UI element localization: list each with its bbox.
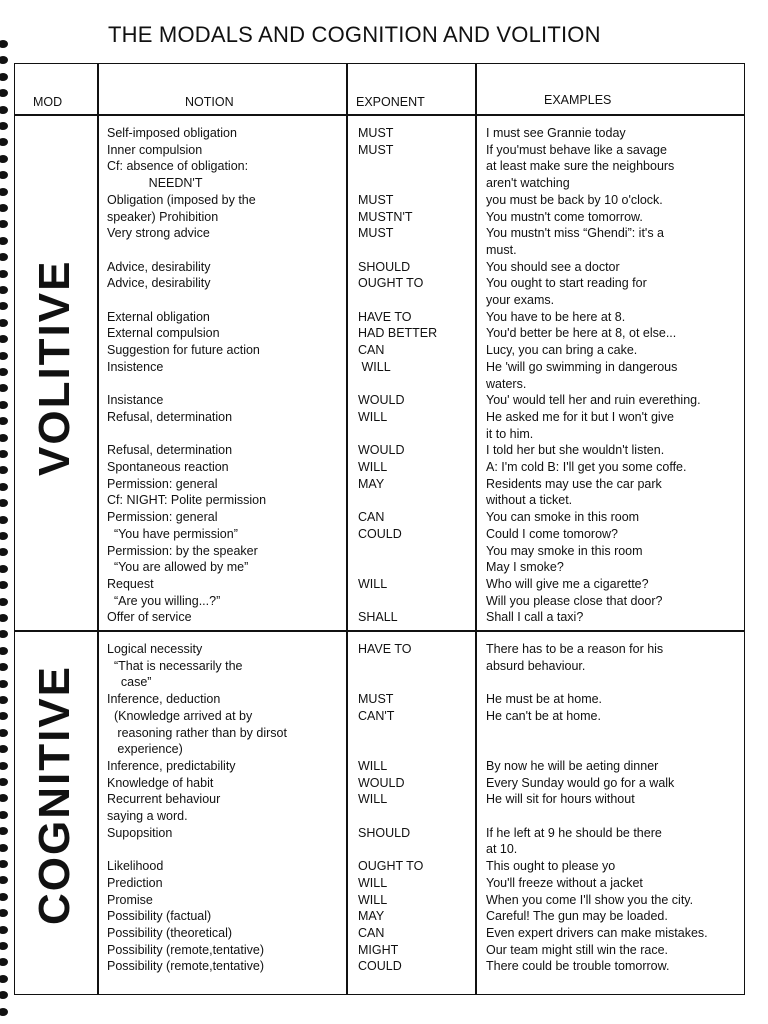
binding-coil [0,1008,8,1016]
binding-coil [0,138,8,146]
binding-coil [0,565,8,573]
binding-coil [0,647,8,655]
header-divider [14,114,745,116]
notion-cell: Possibility (theoretical) [107,925,233,940]
exponent-cell: MUSTN'T [358,209,413,224]
exponent-cell: SHOULD [358,825,411,840]
example-cell: your exams. [486,293,555,307]
notion-cell: Supopsition [107,825,173,840]
notion-cell: Promise [107,892,153,907]
exponent-cell: WILL [358,875,388,890]
header-exponent: EXPONENT [356,95,425,109]
binding-coil [0,926,8,934]
exponent-cell: WILL [358,359,391,374]
example-cell: Shall I call a taxi? [486,610,584,625]
example-cell: Who will give me a cigarette? [486,576,649,591]
section-divider [14,630,745,632]
binding-coil [0,335,8,343]
binding-coil [0,450,8,458]
binding-coil [0,991,8,999]
notion-cell: Refusal, determination [107,443,233,458]
column-divider [346,63,348,995]
binding-coil [0,401,8,409]
notion-cell: saying a word. [107,809,188,823]
exponent-cell: WILL [358,792,388,807]
binding-coil [0,171,8,179]
binding-coil [0,712,8,720]
binding-coil [0,270,8,278]
binding-coil [0,384,8,392]
exponent-cell: WOULD [358,443,405,458]
binding-coil [0,811,8,819]
binding-coil [0,598,8,606]
binding-coil [0,516,8,524]
example-cell: This ought to please yo [486,859,616,874]
example-cell: Residents may use the car park [486,476,662,491]
binding-coil [0,581,8,589]
notion-cell: Likelihood [107,859,164,874]
binding-coil [0,630,8,638]
binding-coil [0,794,8,802]
binding-coil [0,680,8,688]
notion-cell: Cf: absence of obligation: [107,159,249,174]
notion-cell: External compulsion [107,326,220,341]
column-divider [475,63,477,995]
example-cell: You' would tell her and ruin everething. [486,393,701,408]
notion-cell: Insistence [107,359,164,374]
example-cell: You mustn't come tomorrow. [486,209,643,224]
notion-cell: Request [107,576,154,591]
binding-coil [0,844,8,852]
notion-cell: experience) [107,742,183,757]
binding-coil [0,237,8,245]
example-cell: without a ticket. [486,493,573,508]
exponent-cell: HAD BETTER [358,326,438,341]
binding-coil [0,434,8,442]
example-cell: Careful! The gun may be loaded. [486,909,668,924]
example-cell: You'd better be here at 8, ot else... [486,326,677,341]
binding-coil [0,745,8,753]
notion-cell: (Knowledge arrived at by [107,708,253,723]
example-cell: Will you please close that door? [486,593,663,608]
example-cell: By now he will be aeting dinner [486,758,659,773]
exponent-cell: WILL [358,409,388,424]
binding-coil [0,958,8,966]
column-divider [97,63,99,995]
example-cell: He can't be at home. [486,708,601,723]
notion-cell: Advice, desirability [107,259,211,274]
notion-cell: Self-imposed obligation [107,126,237,140]
exponent-cell: WOULD [358,393,405,408]
exponent-cell: WILL [358,892,388,907]
binding-coil [0,106,8,114]
binding-coil [0,286,8,294]
example-cell: May I smoke? [486,560,564,575]
notion-cell: Inference, deduction [107,692,221,707]
exponent-cell: WILL [358,576,388,591]
notion-cell: External obligation [107,309,210,324]
notion-cell: “You have permission” [107,526,238,541]
binding-coil [0,188,8,196]
example-cell: aren't watching [486,176,570,191]
exponent-cell: WILL [358,758,388,773]
notion-cell: reasoning rather than by dirsot [107,725,287,740]
binding-coil [0,778,8,786]
example-cell: He 'will go swimming in dangerous [486,359,678,374]
exponent-cell: WOULD [358,775,405,790]
binding-coil [0,942,8,950]
example-cell: I must see Grannie today [486,126,626,140]
exponent-cell: COULD [358,959,402,974]
binding-coil [0,352,8,360]
binding-coil [0,483,8,491]
binding-coil [0,532,8,540]
example-cell: waters. [486,376,527,391]
example-cell: There could be trouble tomorrow. [486,959,670,974]
notion-cell: Inner compulsion [107,142,203,157]
example-cell: He must be at home. [486,692,603,707]
page-title: THE MODALS AND COGNITION AND VOLITION [108,22,601,47]
binding-coil [0,204,8,212]
exponent-cell: MUST [358,226,394,241]
exponent-cell: SHALL [358,610,398,625]
notion-cell: “That is necessarily the [107,658,243,673]
binding-coil [0,122,8,130]
binding-coil [0,827,8,835]
header-notion: NOTION [185,95,234,109]
binding-coil [0,253,8,261]
example-cell: You can smoke in this room [486,510,640,525]
notion-cell: Suggestion for future action [107,343,260,358]
exponent-cell: MAY [358,476,385,491]
example-cell: You have to be here at 8. [486,309,626,324]
binding-coil [0,368,8,376]
binding-coil [0,860,8,868]
notion-cell: Possibility (remote,tentative) [107,959,265,974]
example-cell: If he left at 9 he should be there [486,825,662,840]
exponent-cell: MIGHT [358,942,399,957]
example-cell: You mustn't miss “Ghendi”: it's a [486,226,664,241]
exponent-cell: WILL [358,460,388,474]
notion-cell: Cf: NIGHT: Polite permission [107,493,267,508]
exponent-cell: MUST [358,692,394,707]
notion-cell: case” [107,675,152,690]
header-examples: EXAMPLES [544,93,612,107]
binding-coil [0,909,8,917]
example-cell: Lucy, you can bring a cake. [486,343,638,358]
exponent-cell: CAN [358,343,385,358]
example-cell: at 10. [486,842,518,857]
example-cell: A: I'm cold B: I'll get you some coffe. [486,460,687,474]
example-cell: Could I come tomorow? [486,526,619,541]
binding-coil [0,876,8,884]
binding-coil [0,220,8,228]
exponent-cell: COULD [358,526,402,541]
example-cell: at least make sure the neighbours [486,159,675,174]
binding-coil [0,466,8,474]
binding-coil [0,975,8,983]
exponent-cell: HAVE TO [358,642,412,656]
binding-coil [0,548,8,556]
exponent-cell: MUST [358,192,394,207]
binding-coil [0,893,8,901]
exponent-cell: CAN [358,925,385,940]
notion-cell: Obligation (imposed by the [107,192,256,207]
example-cell: absurd behaviour. [486,658,586,673]
binding-coil [0,729,8,737]
example-cell: When you come I'll show you the city. [486,892,694,907]
notion-cell: Insistance [107,393,164,408]
exponent-cell: SHOULD [358,259,411,274]
notion-cell: Possibility (remote,tentative) [107,942,265,957]
example-cell: If you'must behave like a savage [486,142,667,157]
binding-coil [0,89,8,97]
section-label-cognitive: COGNITIVE [30,664,79,925]
notion-cell: speaker) Prohibition [107,209,219,224]
exponent-cell: HAVE TO [358,309,412,324]
example-cell: I told her but she wouldn't listen. [486,443,665,458]
exponent-cell: MUST [358,126,394,140]
exponent-cell: MUST [358,142,394,157]
example-cell: You ought to start reading for [486,276,647,291]
notion-cell: Possibility (factual) [107,909,212,924]
exponent-cell: OUGHT TO [358,276,424,291]
example-cell: You may smoke in this room [486,543,643,558]
notion-cell: Very strong advice [107,226,210,241]
binding-coil [0,40,8,48]
notion-cell: “You are allowed by me” [107,560,249,575]
example-cell: Even expert drivers can make mistakes. [486,925,708,940]
binding-coil [0,696,8,704]
binding-coil [0,499,8,507]
notion-cell: Inference, predictability [107,758,236,773]
exponent-cell: OUGHT TO [358,859,424,874]
example-cell: You should see a doctor [486,259,620,274]
example-cell: He asked me for it but I won't give [486,409,674,424]
notion-cell: Refusal, determination [107,409,233,424]
notion-cell: Permission: general [107,510,218,525]
exponent-cell: CAN [358,510,385,525]
example-cell: Every Sunday would go for a walk [486,775,675,790]
binding-coil [0,319,8,327]
header-mod: MOD [33,95,63,109]
example-cell: There has to be a reason for his [486,642,664,656]
notion-cell: Advice, desirability [107,276,211,291]
notion-cell: Recurrent behaviour [107,792,221,807]
notion-cell: Permission: by the speaker [107,543,258,558]
binding-coil [0,155,8,163]
notion-cell: Spontaneous reaction [107,460,229,474]
example-cell: Our team might still win the race. [486,942,669,957]
notion-cell: Offer of service [107,610,192,625]
exponent-cell: CAN'T [358,708,395,723]
example-cell: you must be back by 10 o'clock. [486,192,663,207]
notion-cell: Permission: general [107,476,218,491]
exponent-cell: MAY [358,909,385,924]
notion-cell: “Are you willing...?” [107,593,221,608]
binding-coil [0,663,8,671]
section-label-volitive: VOLITIVE [30,259,79,476]
binding-coil [0,614,8,622]
binding-coil [0,302,8,310]
notion-cell: Prediction [107,875,163,890]
example-cell: must. [486,242,517,257]
binding-coil [0,762,8,770]
binding-coil [0,73,8,81]
example-cell: You'll freeze without a jacket [486,875,643,890]
example-cell: He will sit for hours without [486,792,635,807]
example-cell: it to him. [486,426,534,441]
notion-cell: NEEDN'T [107,176,203,191]
notion-cell: Logical necessity [107,642,203,656]
binding-coil [0,417,8,425]
notion-cell: Knowledge of habit [107,775,214,790]
binding-coil [0,56,8,64]
